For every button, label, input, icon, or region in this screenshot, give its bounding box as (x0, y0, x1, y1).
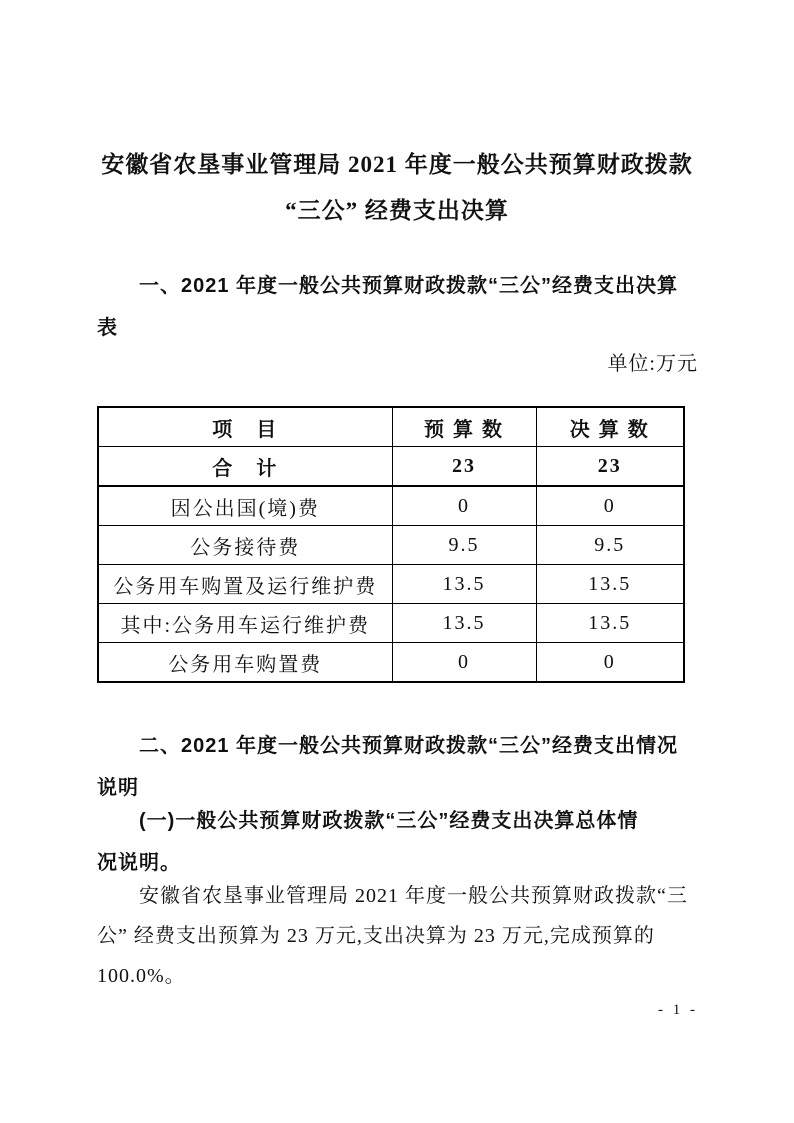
subsection-one-heading (97, 800, 698, 884)
cell-final: 13.5 (536, 604, 684, 643)
document-title-line-1: 安徽省农垦事业管理局 2021 年度一般公共预算财政拨款 (101, 152, 693, 177)
section-one-heading-line-1: 一、2021 年度一般公共预算财政拨款“三公”经费支出决算 (139, 275, 679, 297)
table-row (98, 526, 684, 565)
unit-label: 单位:万元 (607, 353, 698, 375)
table-row (98, 565, 684, 604)
table-header-row (98, 407, 684, 447)
summary-paragraph-line-1: 安徽省农垦事业管理局 2021 年度一般公共预算财政拨款“三 (139, 885, 688, 907)
header-budget: 预 算 数 (392, 407, 536, 447)
summary-paragraph-line-2: 公” 经费支出预算为 23 万元,支出决算为 23 万元,完成预算的 (97, 925, 655, 947)
table-row (98, 486, 684, 526)
cell-item: 其中:公务用车运行维护费 (98, 604, 392, 643)
section-one-heading-line-2: 表 (97, 317, 118, 339)
cell-item: 因公出国(境)费 (98, 486, 392, 526)
document-title-line-2: “三公” 经费支出决算 (285, 198, 509, 223)
cell-budget: 13.5 (392, 604, 536, 643)
document-title (0, 142, 794, 234)
cell-final: 23 (536, 447, 684, 487)
cell-item: 公务用车购置及运行维护费 (98, 565, 392, 604)
cell-budget: 13.5 (392, 565, 536, 604)
section-two-heading-line-2: 说明 (97, 777, 139, 799)
table-row-total (98, 447, 684, 487)
section-two-heading (97, 725, 698, 809)
cell-item: 公务接待费 (98, 526, 392, 565)
page-number: - 1 - (658, 1002, 698, 1018)
cell-final: 13.5 (536, 565, 684, 604)
section-one-heading (97, 265, 698, 349)
section-two-heading-line-1: 二、2021 年度一般公共预算财政拨款“三公”经费支出情况 (139, 735, 679, 757)
header-final: 决 算 数 (536, 407, 684, 447)
summary-paragraph-line-3: 100.0%。 (97, 965, 186, 987)
cell-budget: 9.5 (392, 526, 536, 565)
cell-item: 合 计 (98, 447, 392, 487)
header-item: 项 目 (98, 407, 392, 447)
cell-budget: 23 (392, 447, 536, 487)
cell-final: 9.5 (536, 526, 684, 565)
subsection-one-heading-line-2: 况说明。 (97, 852, 181, 874)
subsection-one-heading-line-1: (一)一般公共预算财政拨款“三公”经费支出决算总体情 (139, 810, 639, 832)
cell-final: 0 (536, 486, 684, 526)
table-row (98, 604, 684, 643)
summary-paragraph (97, 876, 698, 996)
cell-budget: 0 (392, 643, 536, 683)
three-public-expenditure-table (97, 406, 685, 683)
table-row (98, 643, 684, 683)
cell-budget: 0 (392, 486, 536, 526)
cell-item: 公务用车购置费 (98, 643, 392, 683)
cell-final: 0 (536, 643, 684, 683)
